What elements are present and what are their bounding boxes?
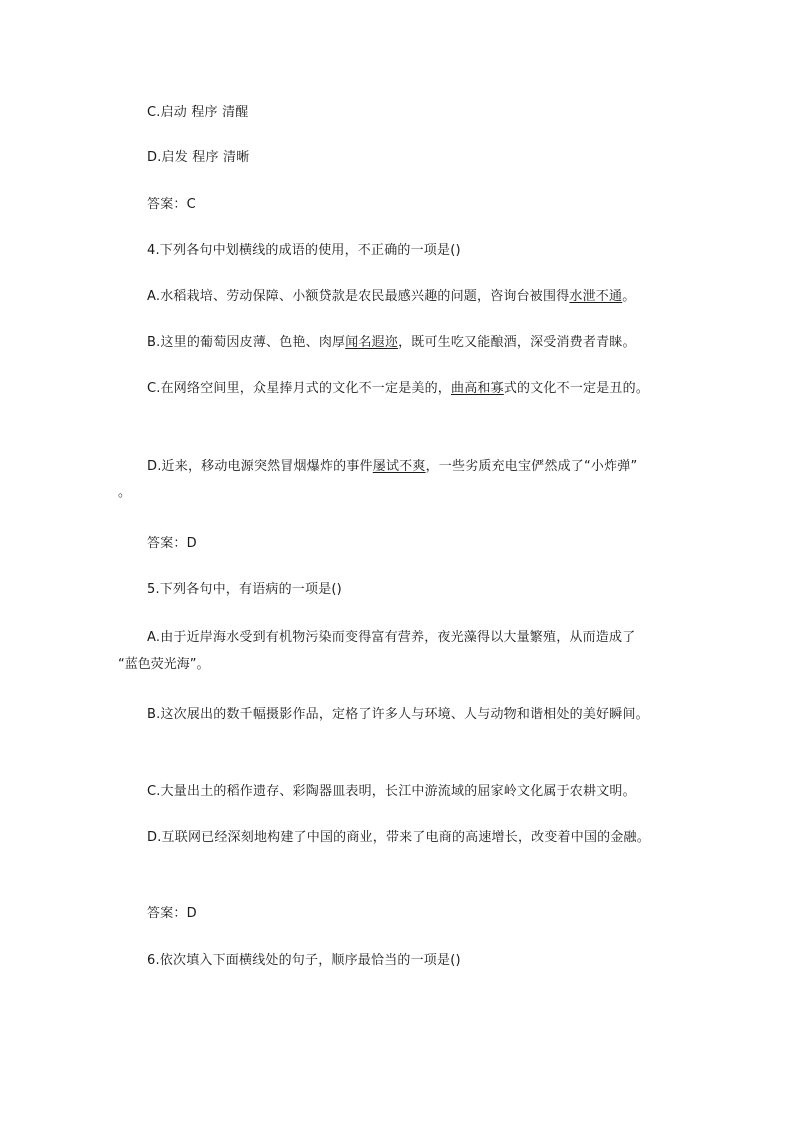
q5-option-d: D.互联网已经深刻地构建了中国的商业，带来了电商的高速增长，改变着中国的金融。	[147, 830, 650, 845]
q4-b-underlined-idiom: 闻名遐迩	[345, 335, 399, 350]
q3-option-d: D.启发 程序 清晰	[147, 150, 250, 165]
q5-option-c: C.大量出土的稻作遗存、彩陶器皿表明，长江中游流域的屈家岭文化属于农耕文明。	[147, 784, 636, 799]
q4-d-underlined-idiom: 屡试不爽	[372, 459, 426, 474]
q4-d-text: D.近来，移动电源突然冒烟爆炸的事件	[147, 459, 373, 474]
q4-b-text: B.这里的葡萄因皮薄、色艳、肉厚	[147, 335, 346, 350]
q4-c-underlined-idiom: 曲高和寡	[451, 381, 504, 396]
q4-answer: 答案：D	[147, 536, 197, 551]
q5-option-b: B.这次展出的数千幅摄影作品，定格了许多人与环境、人与动物和谐相处的美好瞬间。	[147, 707, 649, 722]
q5-option-a-line1: A.由于近岸海水受到有机物污染而变得富有营养，夜光藻得以大量繁殖，从而造成了	[147, 630, 636, 645]
q4-option-c	[147, 380, 649, 398]
q4-a-text: A.水稻栽培、劳动保障、小额贷款是农民最感兴趣的问题，咨询台被围得	[147, 289, 570, 304]
q4-option-a	[147, 288, 635, 306]
q4-option-d	[147, 458, 637, 476]
q4-option-b	[147, 334, 636, 352]
q3-answer: 答案：C	[147, 197, 196, 212]
q4-a-punct: 。	[622, 289, 636, 304]
q4-stem: 4.下列各句中划横线的成语的使用，不正确的一项是()	[147, 243, 461, 258]
q4-b-text-rest: ，既可生吃又能酿酒，深受消费者青睐。	[398, 335, 636, 350]
q3-option-c: C.启动 程序 清醒	[147, 105, 249, 120]
q5-option-a-line2: “蓝色荧光海”。	[118, 657, 210, 672]
q4-a-underlined-idiom: 水泄不通	[569, 289, 623, 304]
q4-option-d-tail: 。	[118, 485, 132, 500]
q4-d-text-rest: ，一些劣质充电宝俨然成了“小炸弹”	[425, 459, 638, 474]
q4-c-text-rest: 式的文化不一定是丑的。	[503, 381, 650, 396]
q6-stem: 6.依次填入下面横线处的句子，顺序最恰当的一项是()	[147, 953, 461, 968]
q5-stem: 5.下列各句中，有语病的一项是()	[147, 582, 342, 597]
q4-c-text: C.在网络空间里，众星捧月式的文化不一定是美的，	[147, 381, 452, 396]
q5-answer: 答案：D	[147, 906, 197, 921]
